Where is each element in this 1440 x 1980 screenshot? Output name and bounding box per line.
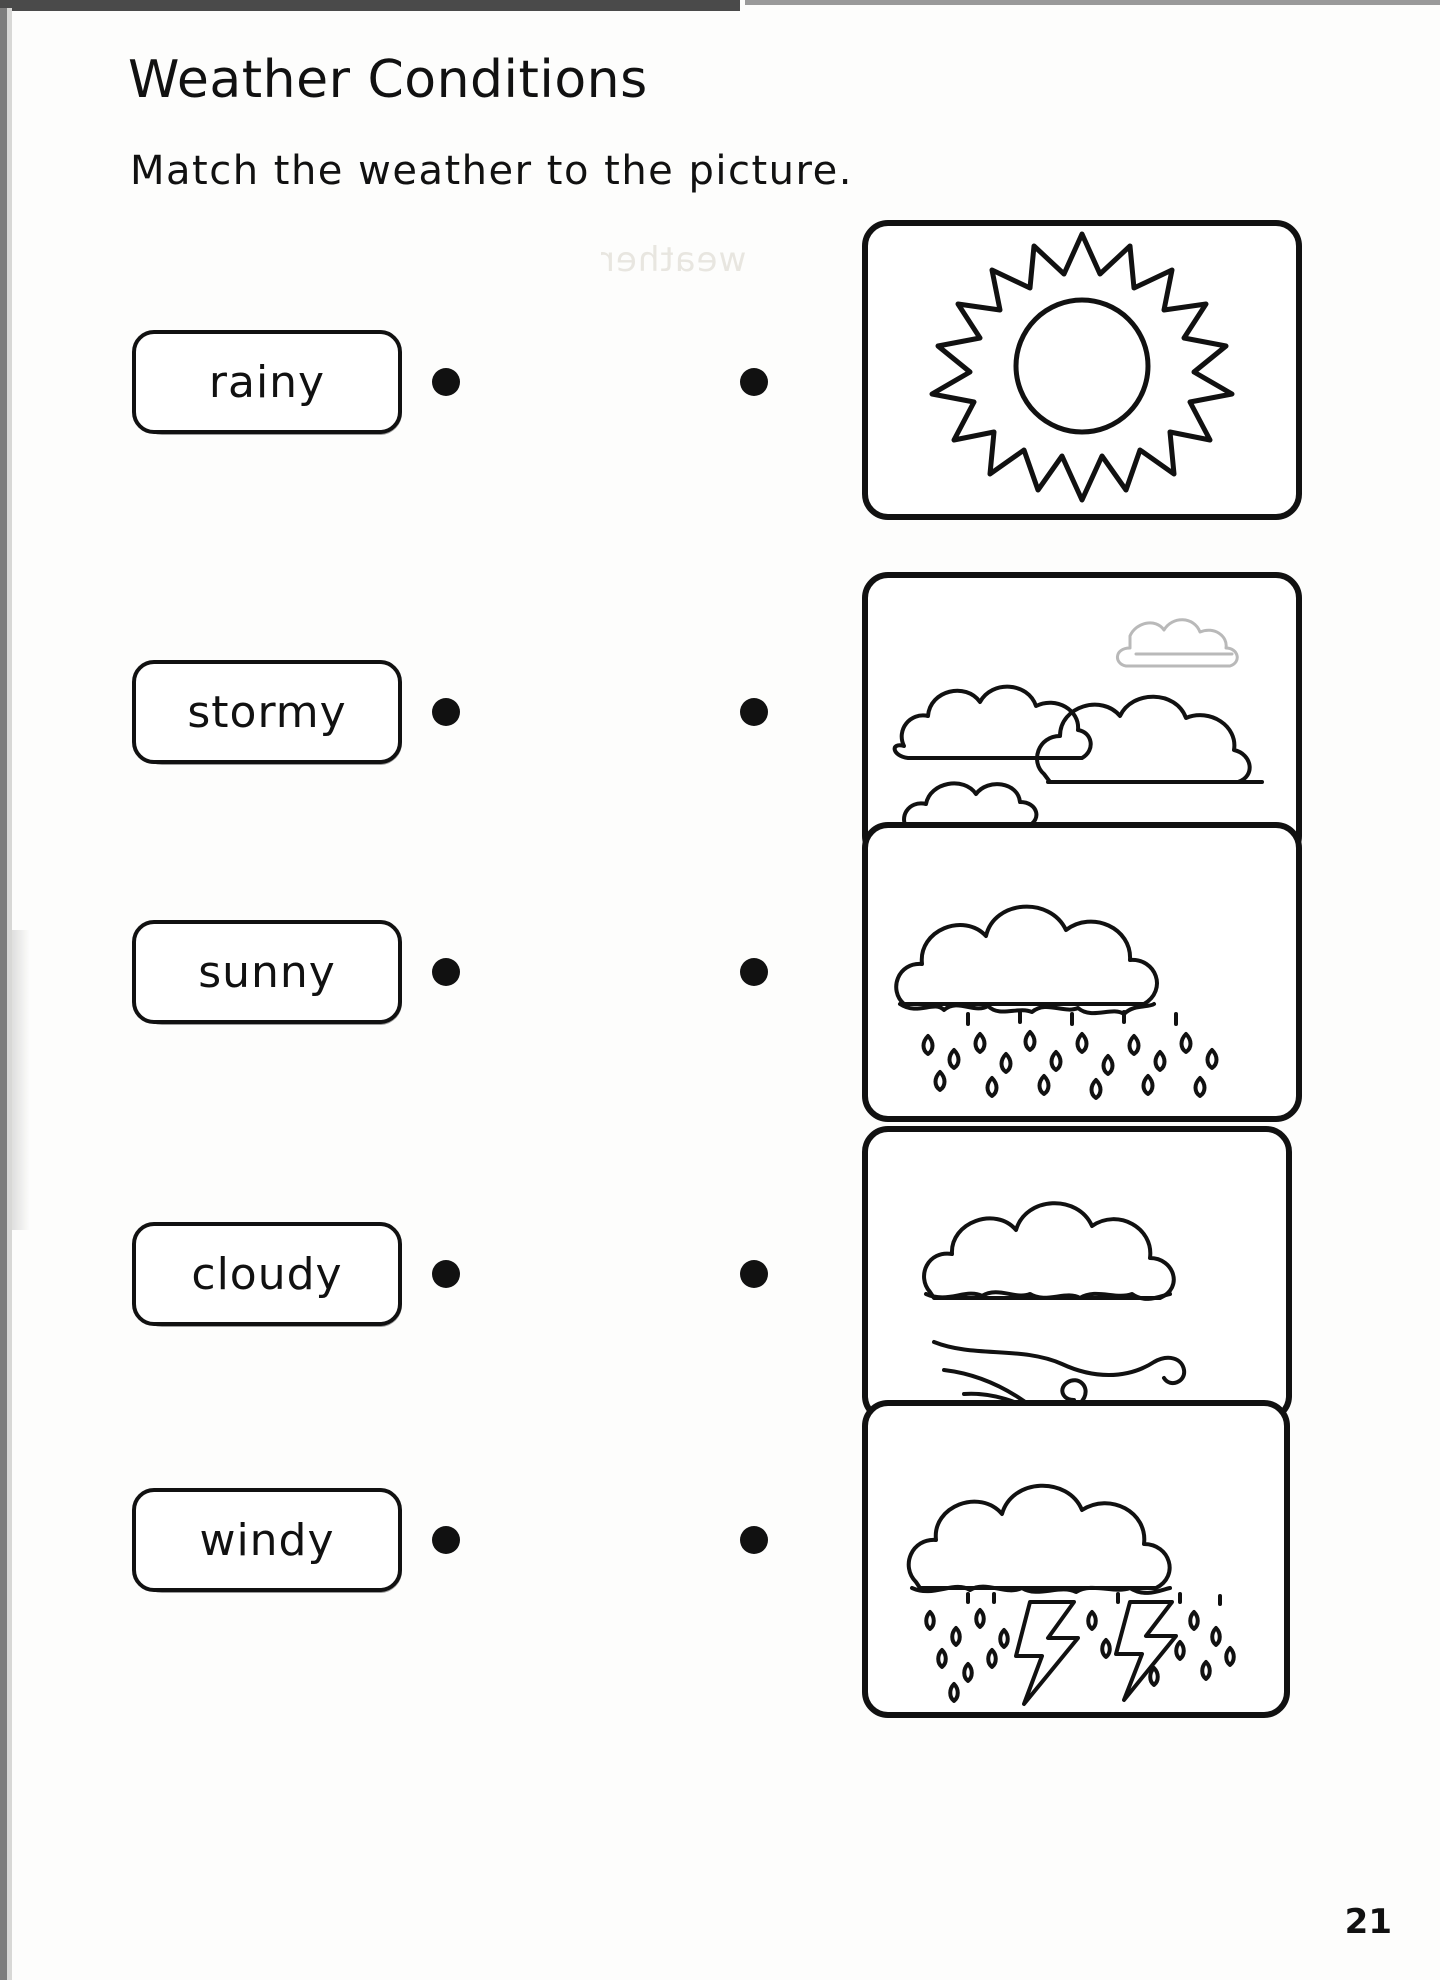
page-number: 21 xyxy=(1344,1902,1392,1942)
connector-dot-left[interactable] xyxy=(432,698,460,726)
pill-body xyxy=(132,1222,402,1326)
pill-body xyxy=(132,660,402,764)
picture-card-wind[interactable] xyxy=(862,1126,1292,1422)
picture-card-clouds[interactable] xyxy=(862,572,1302,862)
connector-dot-right[interactable] xyxy=(740,958,768,986)
connector-dot-right[interactable] xyxy=(740,698,768,726)
pill-body xyxy=(132,1488,402,1592)
word-label: stormy xyxy=(187,686,347,738)
scan-edge-top xyxy=(0,0,740,11)
clouds-icon xyxy=(868,578,1296,856)
match-row xyxy=(0,1488,1440,1768)
word-label: sunny xyxy=(198,946,336,998)
thunderstorm-icon xyxy=(868,1406,1284,1712)
connector-dot-right[interactable] xyxy=(740,1260,768,1288)
word-pill-sunny[interactable] xyxy=(132,920,402,1024)
word-label: windy xyxy=(199,1514,335,1566)
picture-card-sun[interactable] xyxy=(862,220,1302,520)
pill-body xyxy=(132,330,402,434)
word-pill-stormy[interactable] xyxy=(132,660,402,764)
pill-body xyxy=(132,920,402,1024)
picture-card-rain[interactable] xyxy=(862,822,1302,1122)
page-title: Weather Conditions xyxy=(128,50,648,110)
instructions: Match the weather to the picture. xyxy=(130,148,853,194)
rain-cloud-icon xyxy=(868,828,1296,1116)
word-pill-windy[interactable] xyxy=(132,1488,402,1592)
word-pill-rainy[interactable] xyxy=(132,330,402,434)
ghost-bleed-text: weather xyxy=(600,240,747,280)
connector-dot-left[interactable] xyxy=(432,958,460,986)
connector-dot-left[interactable] xyxy=(432,1526,460,1554)
wind-cloud-icon xyxy=(868,1132,1286,1416)
word-label: rainy xyxy=(208,356,326,408)
scan-edge-top-secondary xyxy=(745,0,1440,5)
sun-icon xyxy=(868,226,1296,514)
word-label: cloudy xyxy=(191,1248,343,1300)
word-pill-cloudy[interactable] xyxy=(132,1222,402,1326)
connector-dot-left[interactable] xyxy=(432,368,460,396)
connector-dot-right[interactable] xyxy=(740,1526,768,1554)
connector-dot-right[interactable] xyxy=(740,368,768,396)
match-row xyxy=(0,330,1440,610)
connector-dot-left[interactable] xyxy=(432,1260,460,1288)
picture-card-thunderstorm[interactable] xyxy=(862,1400,1290,1718)
